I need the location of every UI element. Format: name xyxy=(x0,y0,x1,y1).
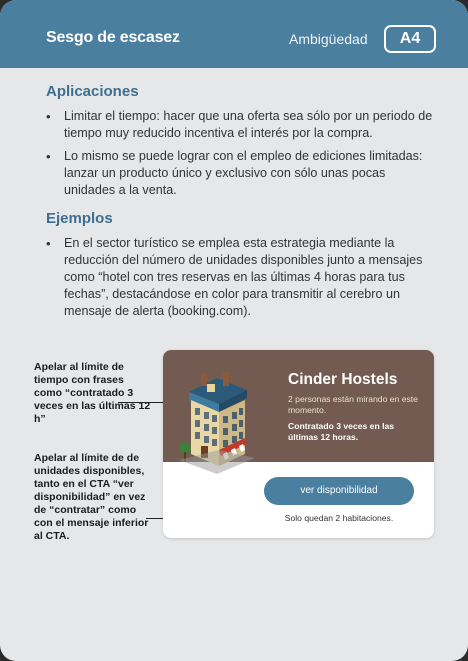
annotation-time-limit: Apelar al límite de tiempo con frases como “contratado 3 veces en las últimas 12 h” xyxy=(34,361,151,425)
hotel-building-illustration-icon xyxy=(177,362,257,474)
annotation-units-limit: Apelar al límite de de unidades disponibles, tanto en el CTA “ver disponibilidad” en vez de “contratar” como con el mensaje inferior al CTA. xyxy=(34,452,149,542)
card-title: Sesgo de escasez xyxy=(46,29,180,46)
viewers-message: 2 personas están mirando en este momento. xyxy=(288,394,418,415)
card-header xyxy=(0,0,468,68)
list-item: • Limitar el tiempo: hacer que una oferta sea sólo por un periodo de tiempo muy reducido incentiva el interés por la compra. xyxy=(46,108,436,142)
aplicaciones-list xyxy=(46,108,436,205)
list-item: • En el sector turístico se emplea esta estrategia mediante la reducción del número de unidades disponibles junto a mensajes como “hotel con tres reservas en las últimas 4 horas para tus fechas”, destacándose en color para transmitir al cerebro un mensaje de alerta (booking.com). xyxy=(46,235,436,320)
section-title-aplicaciones: Aplicaciones xyxy=(46,83,139,100)
availability-button[interactable]: ver disponibilidad xyxy=(264,477,414,505)
list-item: • Lo mismo se puede lograr con el empleo de ediciones limitadas: lanzar un producto único y exclusivo con sólo unas pocas unidades a la venta. xyxy=(46,148,436,199)
remaining-rooms-message: Solo quedan 2 habitaciones. xyxy=(284,513,394,523)
ejemplos-list xyxy=(46,235,436,326)
card-code-badge: A4 xyxy=(384,25,436,53)
card-category: Ambigüedad xyxy=(289,31,368,47)
booked-message: Contratado 3 veces en las últimas 12 horas. xyxy=(288,421,395,442)
section-title-ejemplos: Ejemplos xyxy=(46,210,113,227)
hotel-mockup-card xyxy=(163,350,434,538)
hotel-name: Cinder Hostels xyxy=(288,371,398,388)
